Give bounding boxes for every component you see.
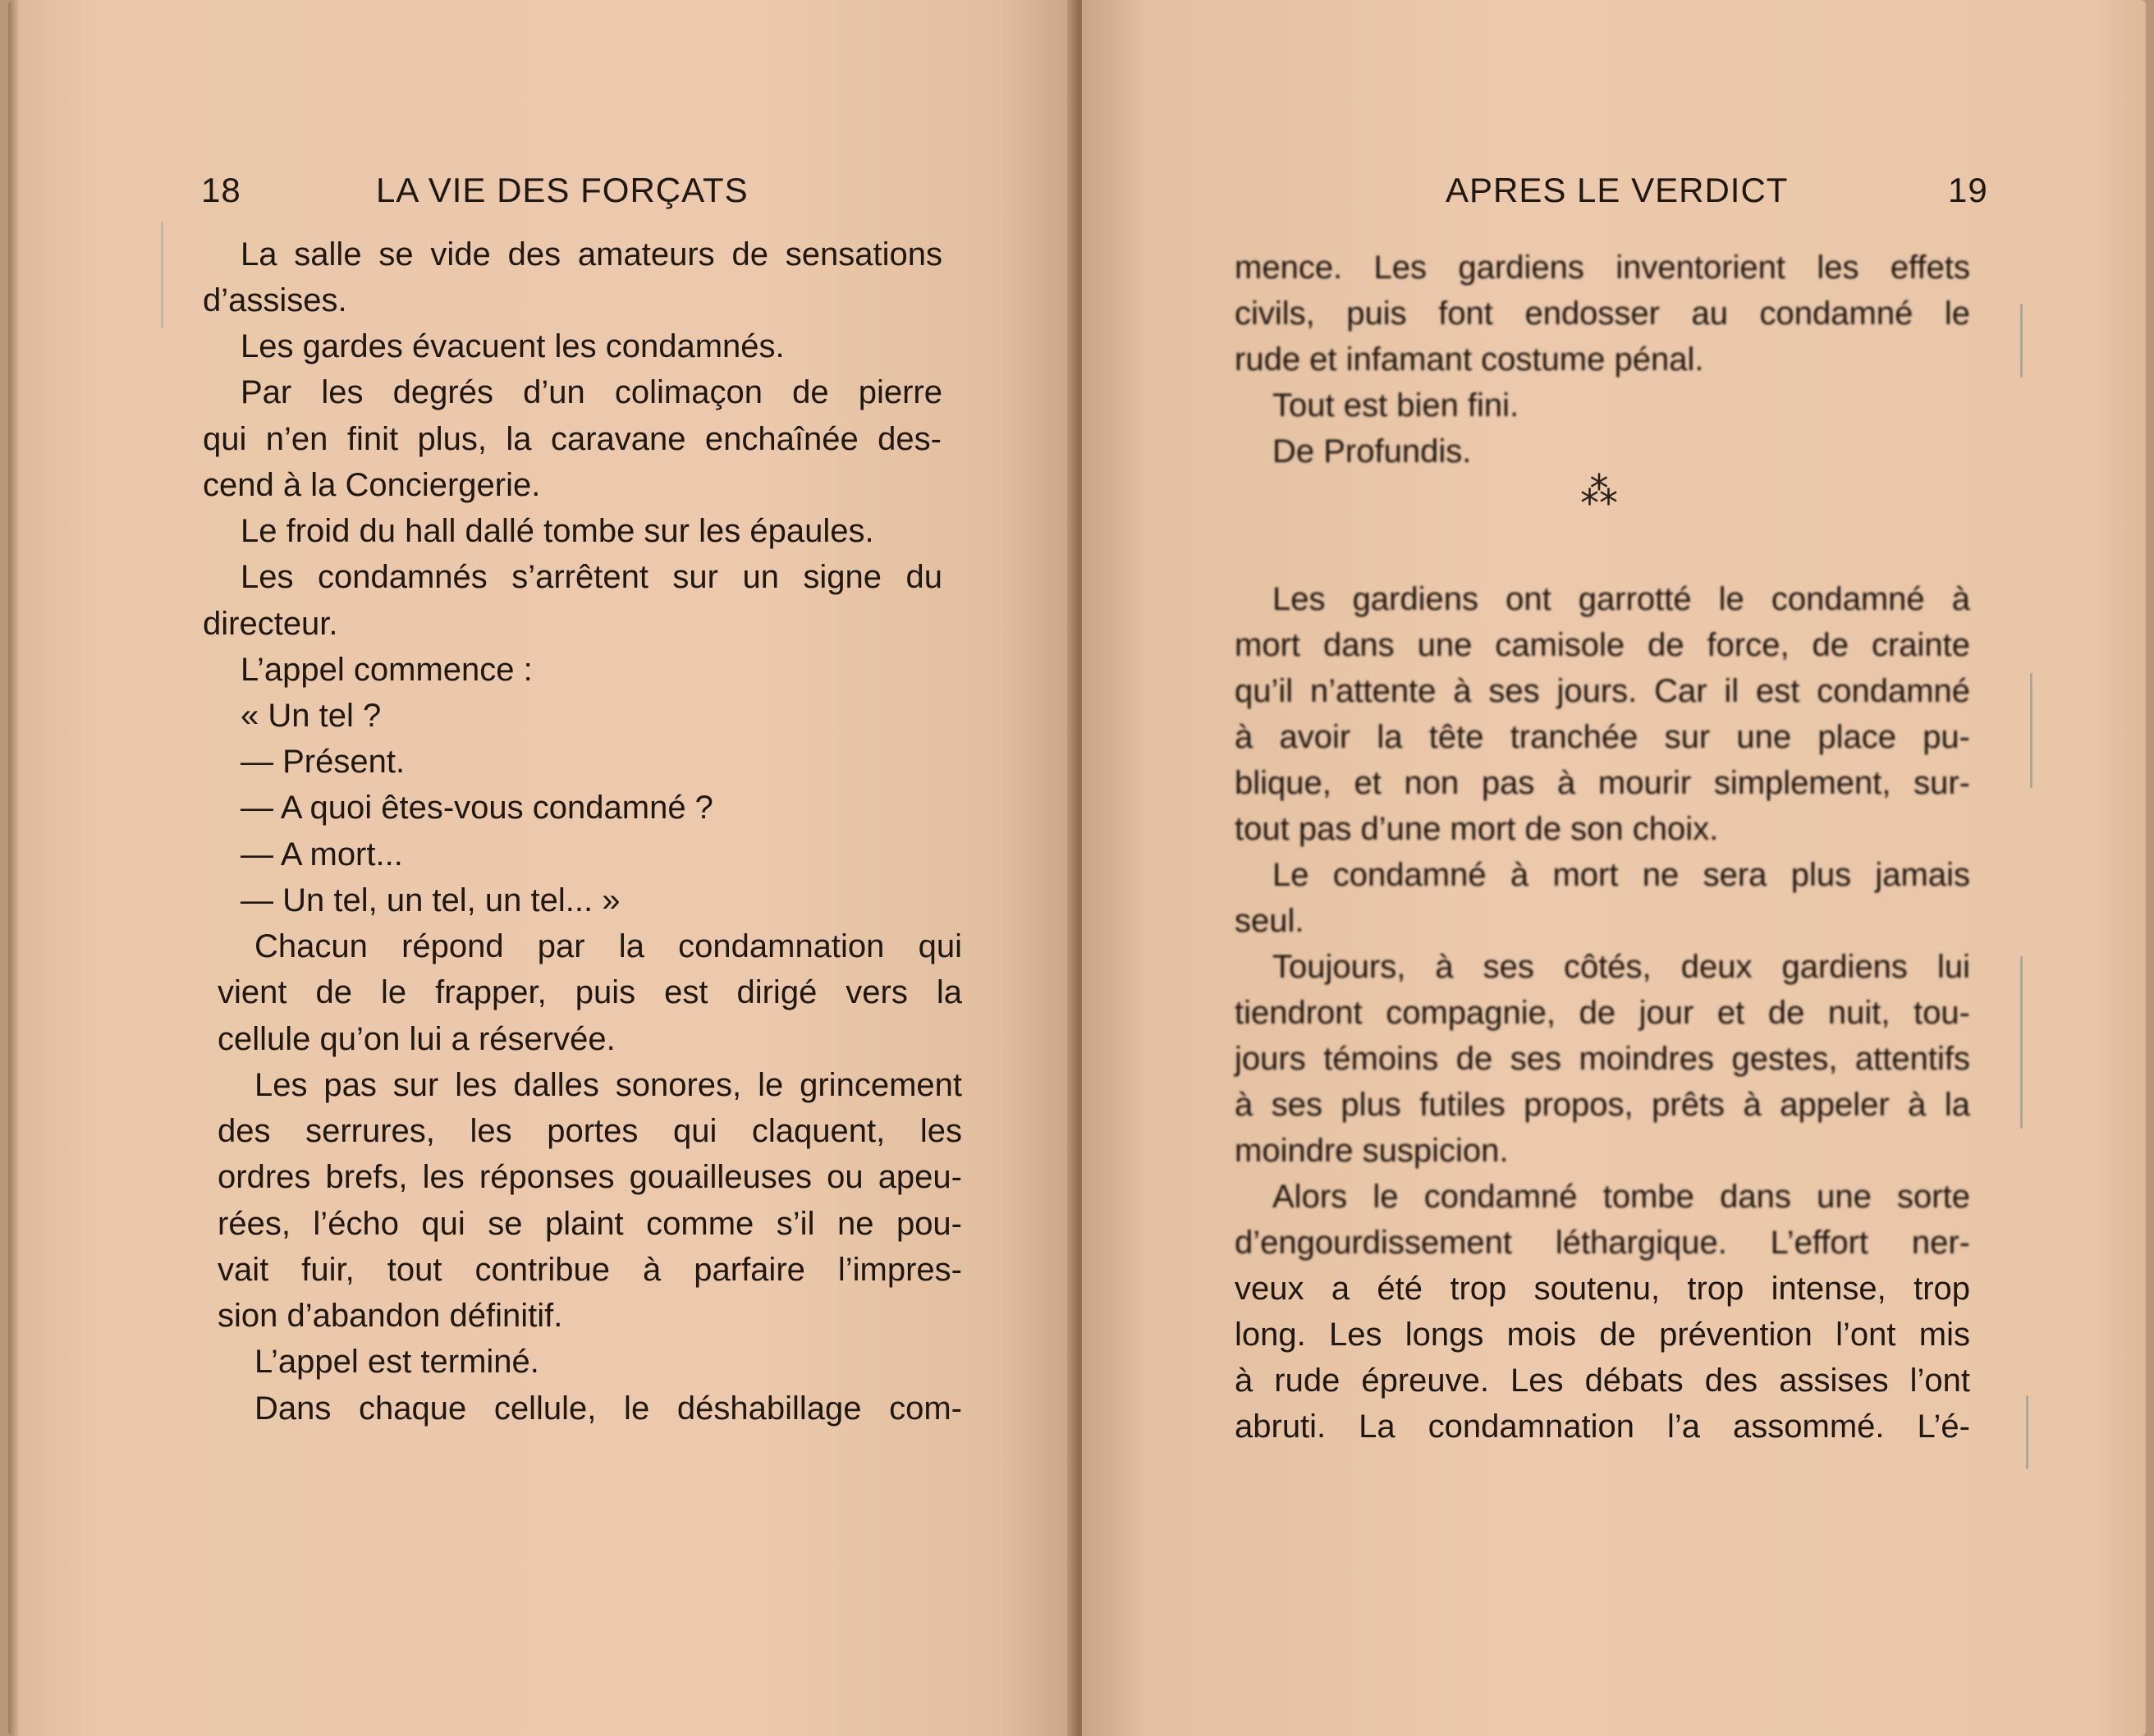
text-line: L’appel commence : xyxy=(241,652,533,688)
pencil-mark xyxy=(2020,956,2023,1129)
text-line: — Un tel, un tel, un tel... » xyxy=(241,882,621,918)
text-line: Par les degrés d’un colimaçon de pierre xyxy=(241,374,942,410)
text-line: Dans chaque cellule, le déshabillage com- xyxy=(254,1390,962,1427)
text-line: cend à la Conciergerie. xyxy=(203,467,541,503)
text-line: La salle se vide des amateurs de sensations xyxy=(241,236,942,273)
text-line: « Un tel ? xyxy=(241,698,382,734)
text-line: L’appel est terminé. xyxy=(254,1344,539,1380)
page-number-right: 19 xyxy=(1948,171,1988,209)
text-line: Alors le condamné tombe dans une sorte xyxy=(1272,1179,1970,1215)
text-line: mort dans une camisole de force, de crainte xyxy=(1235,627,1970,663)
text-line: blique, et non pas à mourir simplement, sur- xyxy=(1235,765,1970,801)
text-line: — A quoi êtes-vous condamné ? xyxy=(241,790,713,826)
page-edge-shadow xyxy=(8,0,20,1736)
text-line: Le condamné à mort ne sera plus jamais xyxy=(1272,857,1970,893)
text-line: vient de le frapper, puis est dirigé vers la xyxy=(218,974,962,1010)
text-line: Le froid du hall dallé tombe sur les épaules. xyxy=(241,513,874,549)
text-line: d’engourdissement léthargique. L’effort ner- xyxy=(1235,1225,1970,1261)
text-line: civils, puis font endosser au condamné le xyxy=(1235,295,1970,332)
text-line: vait fuir, tout contribue à parfaire l’impres- xyxy=(218,1252,962,1288)
page-number-left: 18 xyxy=(201,171,241,209)
text-line: — Présent. xyxy=(241,744,406,780)
running-head-left: LA VIE DES FORÇATS xyxy=(376,171,749,209)
text-line: abruti. La condamnation l’a assommé. L’é- xyxy=(1235,1408,1970,1445)
text-line: Les condamnés s’arrêtent sur un signe du xyxy=(241,559,942,595)
text-line: veux a été trop soutenu, trop intense, trop xyxy=(1235,1271,1970,1307)
text-line: Toujours, à ses côtés, deux gardiens lui xyxy=(1272,949,1970,985)
text-line: tiendront compagnie, de jour et de nuit, tou- xyxy=(1235,995,1970,1031)
text-line: cellule qu’on lui a réservée. xyxy=(218,1021,616,1057)
pencil-mark xyxy=(2026,1395,2028,1469)
text-line: d’assises. xyxy=(203,282,347,318)
text-line: rude et infamant costume pénal. xyxy=(1235,341,1704,378)
text-line: à rude épreuve. Les débats des assises l’ont xyxy=(1235,1363,1970,1399)
text-line: long. Les longs mois de prévention l’ont mis xyxy=(1235,1317,1970,1353)
text-line: des serrures, les portes qui claquent, les xyxy=(218,1113,962,1149)
text-line: moindre suspicion. xyxy=(1235,1133,1509,1169)
text-line: ordres brefs, les réponses gouailleuses ou apeu- xyxy=(218,1159,962,1195)
text-line: mence. Les gardiens inventorient les effets xyxy=(1235,250,1970,286)
pencil-mark xyxy=(2020,304,2023,378)
text-line: qu’il n’attente à ses jours. Car il est condamné xyxy=(1235,673,1970,709)
text-line: Tout est bien fini. xyxy=(1272,387,1519,424)
text-line: sion d’abandon définitif. xyxy=(218,1298,563,1334)
running-head-right: APRES LE VERDICT xyxy=(1446,171,1789,209)
pencil-mark xyxy=(2030,673,2033,788)
text-line: directeur. xyxy=(203,606,338,642)
text-line: Les pas sur les dalles sonores, le grincement xyxy=(254,1067,962,1103)
right-page xyxy=(1082,0,2146,1736)
text-line: tout pas d’une mort de son choix. xyxy=(1235,811,1719,847)
section-separator: ⁂ xyxy=(1580,469,1618,513)
text-line: — A mort... xyxy=(241,836,403,873)
text-line: rées, l’écho qui se plaint comme s’il ne pou- xyxy=(218,1206,962,1242)
left-page xyxy=(8,0,1075,1736)
text-line: à avoir la tête tranchée sur une place pu- xyxy=(1235,719,1970,755)
text-line: Les gardes évacuent les condamnés. xyxy=(241,328,785,364)
pencil-mark xyxy=(161,222,163,328)
text-line: seul. xyxy=(1235,903,1304,939)
text-line: Les gardiens ont garrotté le condamné à xyxy=(1272,581,1970,617)
text-line: à ses plus futiles propos, prêts à appeler à la xyxy=(1235,1087,1970,1123)
text-line: jours témoins de ses moindres gestes, attentifs xyxy=(1235,1041,1970,1077)
text-line: Chacun répond par la condamnation qui xyxy=(254,928,962,964)
text-line: qui n’en finit plus, la caravane enchaînée des- xyxy=(203,421,942,457)
text-line: De Profundis. xyxy=(1272,433,1472,469)
